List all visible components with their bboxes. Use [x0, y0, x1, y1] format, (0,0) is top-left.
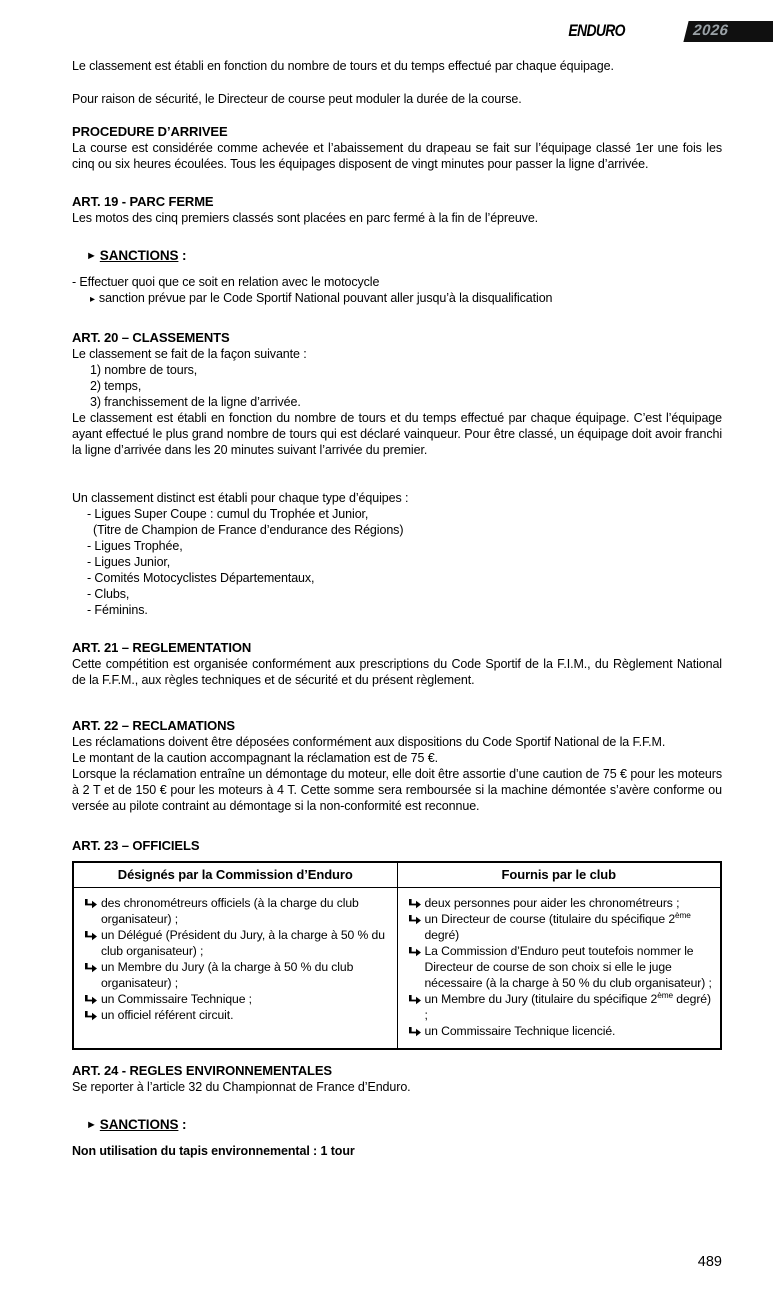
- art21-title: ART. 21 – REGLEMENTATION: [72, 640, 252, 655]
- section-art22-reclamations: [72, 718, 722, 814]
- officials-table: [72, 861, 722, 1050]
- official-item-text: degré): [424, 928, 460, 942]
- sanctions-label: SANCTIONS: [99, 1117, 179, 1132]
- official-item-text: deux personnes pour aider les chronométreurs ;: [424, 896, 680, 910]
- team-type-item: - Ligues Junior,: [87, 555, 171, 569]
- team-type-item-continuation: (Titre de Champion de France d’endurance des Régions): [93, 523, 404, 537]
- sanctions-colon: :: [178, 1117, 187, 1132]
- section-art24-regles-environnementales: [72, 1063, 722, 1159]
- page-header: [0, 21, 773, 42]
- official-item-text: un Directeur de course (titulaire du spécifique 2: [424, 912, 675, 926]
- curved-arrow-bullet-icon: [408, 899, 421, 909]
- page-number: 489: [697, 1254, 722, 1270]
- art19-infraction: - Effectuer quoi que ce soit en relation avec le motocycle: [72, 275, 380, 289]
- team-type-item: - Ligues Super Coupe : cumul du Trophée et Junior,: [87, 507, 369, 521]
- official-item-text: un Commissaire Technique licencié.: [424, 1024, 616, 1038]
- curved-arrow-bullet-icon: [408, 995, 421, 1005]
- officials-table-body-row: [73, 888, 721, 1050]
- official-item: [84, 991, 389, 1007]
- official-item: [408, 943, 713, 991]
- art20-intro: Le classement se fait de la façon suivante :: [72, 347, 307, 361]
- official-item-text: un officiel référent circuit.: [101, 1008, 234, 1022]
- official-item-text: un Commissaire Technique ;: [101, 992, 252, 1006]
- team-type-item: - Comités Motocyclistes Départementaux,: [87, 571, 315, 585]
- classement-step: 1) nombre de tours,: [90, 363, 198, 377]
- year-badge: [683, 21, 773, 42]
- curved-arrow-bullet-icon: [408, 947, 421, 957]
- art19-body: Les motos des cinq premiers classés sont placées en parc fermé à la fin de l’épreuve.: [72, 211, 539, 225]
- intro-paragraph-1: Le classement est établi en fonction du nombre de tours et du temps effectué par chaque équipage.: [72, 59, 614, 73]
- art24-body: Se reporter à l’article 32 du Championnat de France d’Enduro.: [72, 1080, 411, 1094]
- official-item-text: des chronométreurs officiels (à la charge du club organisateur) ;: [101, 896, 359, 926]
- curved-arrow-bullet-icon: [408, 915, 421, 925]
- club-officials-cell: [397, 888, 721, 1050]
- intro-paragraph-2: Pour raison de sécurité, le Directeur de course peut moduler la durée de la course.: [72, 92, 522, 106]
- official-item: [84, 895, 389, 927]
- year-label: 2026: [691, 22, 731, 39]
- art19-sanction-item: [90, 290, 722, 308]
- art20-title: ART. 20 – CLASSEMENTS: [72, 330, 230, 345]
- official-item: [408, 911, 713, 943]
- document-content: [72, 58, 722, 1159]
- team-type-item: - Ligues Trophée,: [87, 539, 183, 553]
- official-item: [84, 959, 389, 991]
- curved-arrow-bullet-icon: [408, 1027, 421, 1037]
- right-pointer-icon: ►: [86, 250, 97, 262]
- section-procedure-arrivee: [72, 124, 722, 172]
- commission-officials-cell: [73, 888, 397, 1050]
- official-item: [408, 895, 713, 911]
- art20-body: Le classement est établi en fonction du nombre de tours et du temps effectué par chaque équipage. C’est l’équipage ayant effectué le plus grand nombre de tours qui est déclaré vainqueur. Pour être classé, un équipage doit avoir franchi la ligne d’arrivée dans les 20 minutes suivant l’arrivée du premier.: [72, 411, 722, 457]
- art22-paragraph2: Lorsque la réclamation entraîne un démontage du moteur, elle doit être assortie d’une caution de 75 € pour les moteurs à 2 T et de 150 € pour les moteurs à 4 T. Cette somme sera remboursée si la machine démontée s’avère conforme ou versée au pilote contraint au démontage si la non-conformité est reconnue.: [72, 767, 722, 813]
- section-art20-classements: [72, 330, 722, 618]
- curved-arrow-bullet-icon: [84, 899, 97, 909]
- curved-arrow-bullet-icon: [84, 1011, 97, 1021]
- art19-sanctions-heading: [86, 248, 722, 264]
- art21-body: Cette compétition est organisée conformément aux prescriptions du Code Sportif de la F.I.M., du Règlement National de la F.F.M., aux règles techniques et de sécurité et du présent règlement.: [72, 657, 722, 687]
- table-header-club: Fournis par le club: [397, 862, 721, 888]
- officials-table-header-row: [73, 862, 721, 888]
- official-item: [408, 991, 713, 1023]
- official-item-text: un Membre du Jury (à la charge à 50 % du club organisateur) ;: [101, 960, 354, 990]
- official-item-text: un Membre du Jury (titulaire du spécifique 2: [424, 992, 658, 1006]
- section-art21-reglementation: [72, 640, 722, 688]
- curved-arrow-bullet-icon: [84, 963, 97, 973]
- official-item: [84, 1007, 389, 1023]
- official-item: [408, 1023, 713, 1039]
- team-type-item: - Clubs,: [87, 587, 130, 601]
- official-item-text: degré) ;: [424, 992, 711, 1022]
- art19-title: ART. 19 - PARC FERME: [72, 194, 214, 209]
- art20-distinct-intro: Un classement distinct est établi pour chaque type d’équipes :: [72, 491, 409, 505]
- art22-line1: Les réclamations doivent être déposées conformément aux dispositions du Code Sportif National de la F.F.M.: [72, 735, 666, 749]
- small-right-pointer-icon: ▸: [90, 294, 95, 305]
- official-item-text: un Délégué (Président du Jury, à la charge à 50 % du club organisateur) ;: [101, 928, 385, 958]
- degree-superscript: ème: [675, 909, 691, 920]
- official-item: [84, 927, 389, 959]
- art22-line2: Le montant de la caution accompagnant la réclamation est de 75 €.: [72, 751, 438, 765]
- art22-title: ART. 22 – RECLAMATIONS: [72, 718, 235, 733]
- procedure-arrivee-title: PROCEDURE D’ARRIVEE: [72, 124, 228, 139]
- sanctions-colon: :: [178, 248, 187, 263]
- curved-arrow-bullet-icon: [84, 931, 97, 941]
- classement-step: 2) temps,: [90, 379, 142, 393]
- curved-arrow-bullet-icon: [84, 995, 97, 1005]
- degree-superscript: ème: [657, 989, 674, 1000]
- art23-title: ART. 23 – OFFICIELS: [72, 838, 200, 853]
- classement-step: 3) franchissement de la ligne d’arrivée.: [90, 395, 301, 409]
- art24-sanctions-heading: [86, 1117, 722, 1133]
- right-pointer-icon: ►: [86, 1119, 97, 1131]
- procedure-arrivee-body: La course est considérée comme achevée et l’abaissement du drapeau se fait sur l’équipage classé 1er une fois les cinq ou six heures écoulées. Tous les équipages disposent de vingt minutes pour passer la ligne d’arrivée.: [72, 141, 722, 171]
- art19-sanction-text: sanction prévue par le Code Sportif National pouvant aller jusqu’à la disqualification: [98, 291, 553, 305]
- section-art23-officiels: [72, 838, 722, 1050]
- enduro-logo: ENDURO: [568, 21, 625, 40]
- official-item-text: La Commission d’Enduro peut toutefois nommer le Directeur de course de son choix si elle le juge nécessaire (à la charge à 50 % du club organisateur) ;: [424, 944, 712, 990]
- art24-title: ART. 24 - REGLES ENVIRONNEMENTALES: [72, 1063, 333, 1078]
- section-art19-parc-ferme: [72, 194, 722, 308]
- team-type-item: - Féminins.: [87, 603, 148, 617]
- sanctions-label: SANCTIONS: [99, 248, 179, 263]
- table-header-commission: Désignés par la Commission d’Enduro: [73, 862, 397, 888]
- art24-penalty: Non utilisation du tapis environnemental : 1 tour: [72, 1144, 355, 1158]
